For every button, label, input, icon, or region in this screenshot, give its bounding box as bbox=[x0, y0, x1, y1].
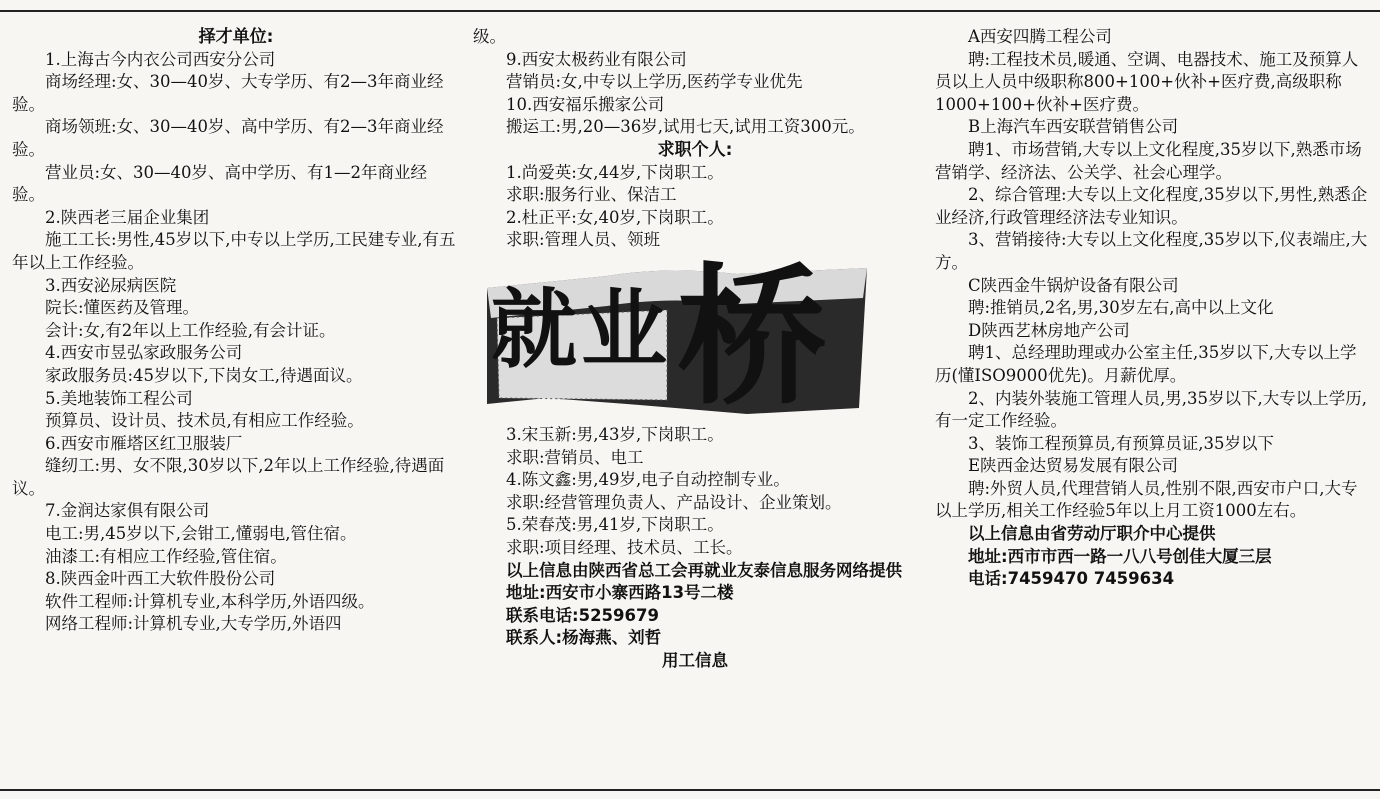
list-item: 6.西安市雁塔区红卫服装厂 bbox=[45, 433, 243, 453]
list-item: 3、装饰工程预算员,有预算员证,35岁以下 bbox=[968, 433, 1274, 453]
list-item: 4.西安市昱弘家政服务公司 bbox=[45, 343, 243, 363]
list-item: 软件工程师:计算机专业,本科学历,外语四级。 bbox=[45, 591, 375, 611]
list-item: 油漆工:有相应工作经验,管住宿。 bbox=[45, 546, 287, 566]
list-item: 商场领班:女、30—40岁、高中学历、有2—3年商业经验。 bbox=[12, 117, 444, 159]
contact-person: 联系人:杨海燕、刘哲 bbox=[506, 628, 662, 648]
company-name: E陕西金达贸易发展有限公司 bbox=[968, 456, 1179, 476]
list-item: 7.金润达家俱有限公司 bbox=[45, 501, 210, 521]
list-item: 缝纫工:男、女不限,30岁以下,2年以上工作经验,待遇面议。 bbox=[12, 456, 445, 498]
list-item: 求职:服务行业、保洁工 bbox=[506, 185, 677, 205]
list-item: 营销员:女,中专以上学历,医药学专业优先 bbox=[506, 72, 803, 92]
list-item: 求职:管理人员、领班 bbox=[506, 230, 661, 250]
list-item: 3、营销接待:大专以上文化程度,35岁以下,仪表端庄,大方。 bbox=[935, 230, 1368, 272]
recruitment-column bbox=[935, 26, 1372, 591]
list-item: 院长:懂医药及管理。 bbox=[45, 298, 200, 318]
list-item: 电工:男,45岁以下,会钳工,懂弱电,管住宿。 bbox=[45, 524, 357, 544]
list-item: 施工工长:男性,45岁以下,中专以上学历,工民建专业,有五年以上工作经验。 bbox=[12, 230, 456, 272]
list-item: 3.宋玉新:男,43岁,下岗职工。 bbox=[506, 424, 724, 444]
jobseeker-column bbox=[473, 26, 917, 672]
phone: 联系电话:5259679 bbox=[506, 605, 659, 625]
list-item: 5.美地装饰工程公司 bbox=[45, 388, 193, 408]
company-name: D陕西艺林房地产公司 bbox=[968, 320, 1130, 340]
list-item: 2.陕西老三届企业集团 bbox=[45, 207, 210, 227]
bottom-rule bbox=[0, 789, 1380, 791]
list-item: 聘:工程技术员,暖通、空调、电器技术、施工及预算人员以上人员中级职称800+100+伙补+医疗费,高级职称1000+100+伙补+医疗费。 bbox=[935, 49, 1359, 114]
banner-title-large: 桥 bbox=[677, 250, 828, 425]
employer-heading: 择才单位: bbox=[198, 27, 274, 47]
address: 地址:西市市西一路一八八号创佳大厦三层 bbox=[968, 546, 1272, 566]
list-item: 2、内装外装施工管理人员,男,35岁以下,大专以上学历,有一定工作经验。 bbox=[935, 388, 1367, 431]
list-item: 3.西安泌尿病医院 bbox=[45, 275, 177, 295]
list-item: 聘:外贸人员,代理营销人员,性别不限,西安市户口,大专以上学历,相关工作经验5年以上月工资1000左右。 bbox=[935, 478, 1358, 521]
jobseeker-heading: 求职个人: bbox=[657, 139, 733, 160]
list-item: 5.荣春茂:男,41岁,下岗职工。 bbox=[506, 515, 724, 535]
list-item: 聘1、总经理助理或办公室主任,35岁以下,大专以上学历(懂ISO9000优先)。月薪优厚。 bbox=[935, 343, 1357, 385]
source-note: 以上信息由省劳动厅职介中心提供 bbox=[968, 524, 1216, 544]
company-name: C陕西金牛锅炉设备有限公司 bbox=[968, 275, 1179, 295]
employment-bridge-banner bbox=[487, 250, 867, 425]
list-item: 10.西安福乐搬家公司 bbox=[506, 94, 665, 114]
list-item: 1.上海古今内衣公司西安分公司 bbox=[45, 49, 276, 69]
company-name: B上海汽车西安联营销售公司 bbox=[968, 117, 1179, 137]
phone: 电话:7459470 7459634 bbox=[968, 569, 1175, 589]
list-item: 2、综合管理:大专以上文化程度,35岁以下,男性,熟悉企业经济,行政管理经济法专业知识。 bbox=[935, 185, 1368, 227]
list-item: 网络工程师:计算机专业,大专学历,外语四 bbox=[45, 614, 342, 634]
list-item: 8.陕西金叶西工大软件股份公司 bbox=[45, 569, 276, 589]
address: 地址:西安市小寨西路13号二楼 bbox=[506, 583, 734, 603]
banner-title-small: 就业 bbox=[491, 279, 671, 380]
list-item: 家政服务员:45岁以下,下岗女工,待遇面议。 bbox=[45, 365, 363, 385]
section-title: 用工信息 bbox=[662, 650, 728, 670]
list-item: 9.西安太极药业有限公司 bbox=[506, 49, 687, 69]
list-item: 1.尚爱英:女,44岁,下岗职工。 bbox=[506, 162, 724, 182]
list-item: 会计:女,有2年以上工作经验,有会计证。 bbox=[45, 320, 336, 340]
top-rule bbox=[0, 10, 1380, 12]
employer-column bbox=[12, 26, 460, 636]
list-item: 4.陈文鑫:男,49岁,电子自动控制专业。 bbox=[506, 470, 790, 490]
company-name: A西安四腾工程公司 bbox=[968, 27, 1112, 46]
list-item: 商场经理:女、30—40岁、大专学历、有2—3年商业经验。 bbox=[12, 72, 444, 114]
list-item: 营业员:女、30—40岁、高中学历、有1—2年商业经验。 bbox=[12, 162, 428, 205]
list-item: 级。 bbox=[473, 27, 506, 46]
list-item: 搬运工:男,20—36岁,试用七天,试用工资300元。 bbox=[506, 117, 865, 137]
list-item: 2.杜正平:女,40岁,下岗职工。 bbox=[506, 207, 724, 227]
list-item: 聘1、市场营销,大专以上文化程度,35岁以下,熟悉市场营销学、经济法、公关学、社会心理学。 bbox=[935, 139, 1362, 182]
list-item: 求职:营销员、电工 bbox=[506, 447, 644, 467]
list-item: 预算员、设计员、技术员,有相应工作经验。 bbox=[45, 411, 364, 431]
source-note: 以上信息由陕西省总工会再就业友泰信息服务网络提供 bbox=[506, 560, 902, 580]
list-item: 聘:推销员,2名,男,30岁左右,高中以上文化 bbox=[968, 298, 1274, 318]
list-item: 求职:项目经理、技术员、工长。 bbox=[506, 537, 743, 557]
list-item: 求职:经营管理负责人、产品设计、企业策划。 bbox=[506, 492, 842, 512]
